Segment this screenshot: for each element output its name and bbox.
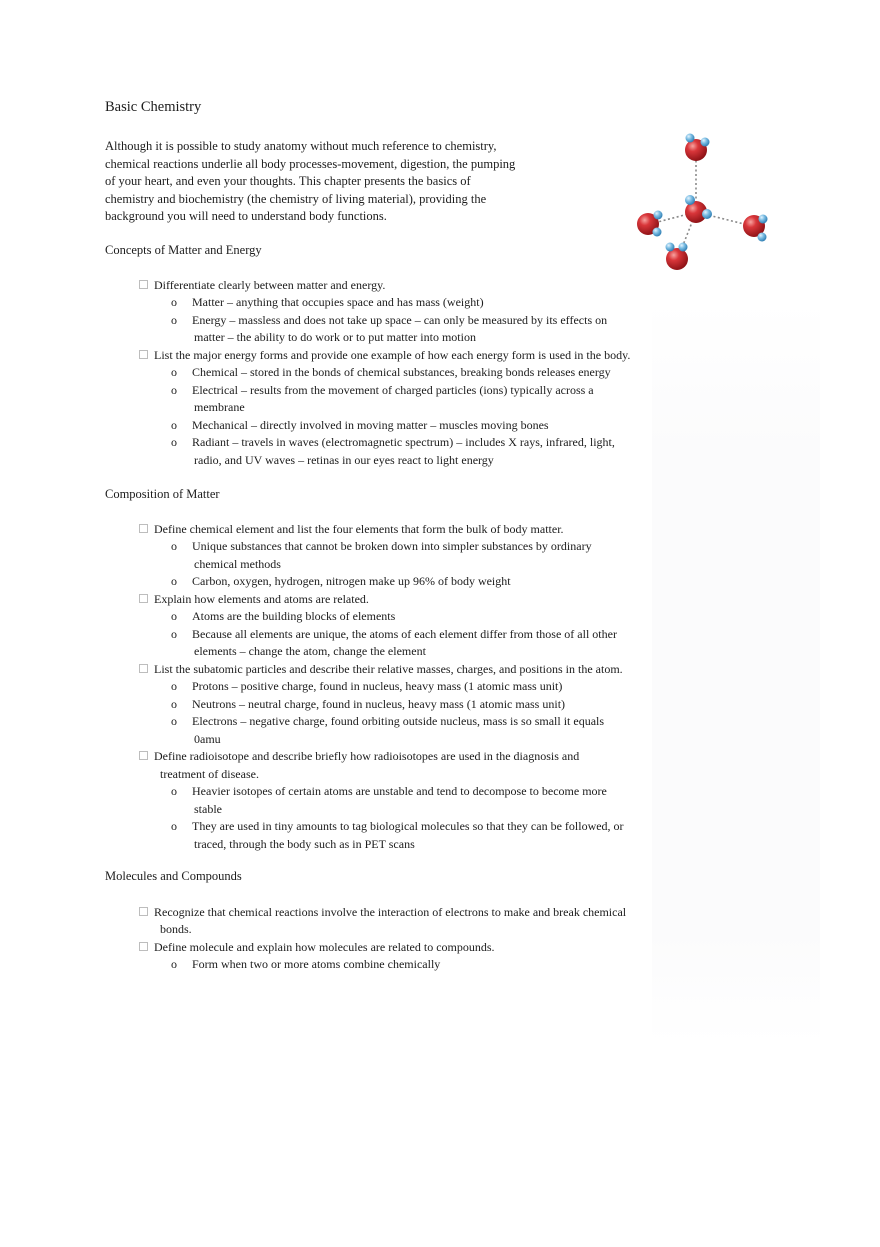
bullet-item bbox=[139, 748, 579, 765]
sub-bullet-continuation: traced, through the body such as in PET scans bbox=[194, 837, 415, 851]
sub-bullet-continuation: stable bbox=[194, 802, 222, 816]
sub-bullet-marker: o bbox=[171, 957, 177, 971]
faint-scan-shading bbox=[652, 300, 820, 1045]
intro-line: chemical reactions underlie all body processes-movement, digestion, the pumping bbox=[105, 156, 516, 171]
sub-bullet-marker: o bbox=[171, 574, 177, 588]
bullet-text: Explain how elements and atoms are related. bbox=[154, 592, 369, 606]
intro-line: chemistry and biochemistry (the chemistry of living material), providing the bbox=[105, 191, 487, 206]
sub-bullet-marker: o bbox=[171, 819, 177, 833]
bullet-item bbox=[139, 904, 626, 921]
sub-bullet-text: Matter – anything that occupies space and has mass (weight) bbox=[192, 295, 484, 309]
sub-bullet-text: Carbon, oxygen, hydrogen, nitrogen make up 96% of body weight bbox=[192, 574, 511, 588]
bullet-text: Define chemical element and list the four elements that form the bulk of body matter. bbox=[154, 522, 564, 536]
bullet-box-icon bbox=[139, 942, 148, 951]
bullet-text: List the major energy forms and provide one example of how each energy form is used in the body. bbox=[154, 348, 631, 362]
sub-bullet-text: Protons – positive charge, found in nucleus, heavy mass (1 atomic mass unit) bbox=[192, 679, 563, 693]
sub-bullet-continuation: membrane bbox=[194, 400, 245, 414]
intro-line: Although it is possible to study anatomy without much reference to chemistry, bbox=[105, 139, 497, 153]
bullet-text: Recognize that chemical reactions involve the interaction of electrons to make and break chemical bbox=[154, 905, 627, 919]
sub-bullet-marker: o bbox=[171, 365, 177, 379]
bullet-box-icon bbox=[139, 907, 148, 916]
bullet-box-icon bbox=[139, 664, 148, 673]
bullet-continuation: bonds. bbox=[160, 922, 192, 936]
bullet-item bbox=[139, 939, 495, 956]
sub-bullet-text: Because all elements are unique, the atoms of each element differ from those of all other bbox=[192, 627, 617, 641]
sub-bullet-marker: o bbox=[171, 627, 177, 641]
section-heading-composition: Composition of Matter bbox=[105, 487, 220, 501]
sub-bullet-marker: o bbox=[171, 295, 177, 309]
right-water-molecule bbox=[743, 215, 768, 242]
intro-paragraph bbox=[105, 138, 535, 226]
bullet-item bbox=[139, 347, 630, 364]
bullet-item bbox=[139, 591, 369, 608]
sub-bullet-text: Radiant – travels in waves (electromagnetic spectrum) – includes X rays, infrared, light, bbox=[192, 435, 615, 449]
section-heading-molecules: Molecules and Compounds bbox=[105, 869, 242, 883]
sub-bullet-continuation: chemical methods bbox=[194, 557, 281, 571]
bullet-box-icon bbox=[139, 280, 148, 289]
sub-bullet-continuation: elements – change the atom, change the element bbox=[194, 644, 426, 658]
bullet-text: Define radioisotope and describe briefly how radioisotopes are used in the diagnosis and bbox=[154, 749, 580, 763]
sub-bullet-text: Unique substances that cannot be broken down into simpler substances by ordinary bbox=[192, 539, 592, 553]
bullet-box-icon bbox=[139, 524, 148, 533]
sub-bullet-text: Mechanical – directly involved in moving matter – muscles moving bones bbox=[192, 418, 549, 432]
bullet-text: List the subatomic particles and describe their relative masses, charges, and positions in the atom. bbox=[154, 662, 623, 676]
bullet-continuation: treatment of disease. bbox=[160, 767, 259, 781]
bullet-item bbox=[139, 277, 385, 294]
sub-bullet-text: Neutrons – neutral charge, found in nucleus, heavy mass (1 atomic mass unit) bbox=[192, 697, 566, 711]
bullet-box-icon bbox=[139, 594, 148, 603]
water-molecule-cluster-image bbox=[628, 128, 784, 276]
top-water-molecule bbox=[685, 134, 710, 162]
sub-bullet-continuation: matter – the ability to do work or to put matter into motion bbox=[194, 330, 476, 344]
bullet-box-icon bbox=[139, 350, 148, 359]
sub-bullet-marker: o bbox=[171, 313, 177, 327]
sub-bullet-marker: o bbox=[171, 539, 177, 553]
sub-bullet-text: Form when two or more atoms combine chemically bbox=[192, 957, 441, 971]
sub-bullet-text: They are used in tiny amounts to tag biological molecules so that they can be followed, or bbox=[192, 819, 624, 833]
sub-bullet-marker: o bbox=[171, 435, 177, 449]
bullet-item bbox=[139, 661, 623, 678]
sub-bullet-marker: o bbox=[171, 383, 177, 397]
sub-bullet-text: Electrons – negative charge, found orbiting outside nucleus, mass is so small it equals bbox=[192, 714, 605, 728]
page-title: Basic Chemistry bbox=[105, 99, 202, 115]
section-heading-matter-energy: Concepts of Matter and Energy bbox=[105, 243, 262, 257]
sub-bullet-marker: o bbox=[171, 784, 177, 798]
sub-bullet-marker: o bbox=[171, 697, 177, 711]
sub-bullet-marker: o bbox=[171, 714, 177, 728]
sub-bullet-text: Electrical – results from the movement of charged particles (ions) typically across a bbox=[192, 383, 594, 397]
bullet-text: Differentiate clearly between matter and energy. bbox=[154, 278, 386, 292]
sub-bullet-text: Heavier isotopes of certain atoms are unstable and tend to decompose to become more bbox=[192, 784, 607, 798]
sub-bullet-marker: o bbox=[171, 609, 177, 623]
sub-bullet-continuation: 0amu bbox=[194, 732, 221, 746]
bottom-water-molecule bbox=[666, 243, 689, 271]
central-water-molecule bbox=[685, 195, 712, 223]
sub-bullet-marker: o bbox=[171, 679, 177, 693]
sub-bullet-text: Chemical – stored in the bonds of chemical substances, breaking bonds releases energy bbox=[192, 365, 611, 379]
bullet-text: Define molecule and explain how molecules are related to compounds. bbox=[154, 940, 495, 954]
intro-line: of your heart, and even your thoughts. This chapter presents the basics of bbox=[105, 174, 471, 188]
bullet-item bbox=[139, 521, 564, 538]
bullet-box-icon bbox=[139, 751, 148, 760]
sub-bullet-continuation: radio, and UV waves – retinas in our eyes react to light energy bbox=[194, 453, 494, 467]
intro-line: background you will need to understand body functions. bbox=[105, 209, 387, 223]
sub-bullet-text: Atoms are the building blocks of elements bbox=[192, 609, 396, 623]
sub-bullet-marker: o bbox=[171, 418, 177, 432]
sub-bullet-text: Energy – massless and does not take up space – can only be measured by its effects on bbox=[192, 313, 608, 327]
left-water-molecule bbox=[637, 211, 663, 237]
